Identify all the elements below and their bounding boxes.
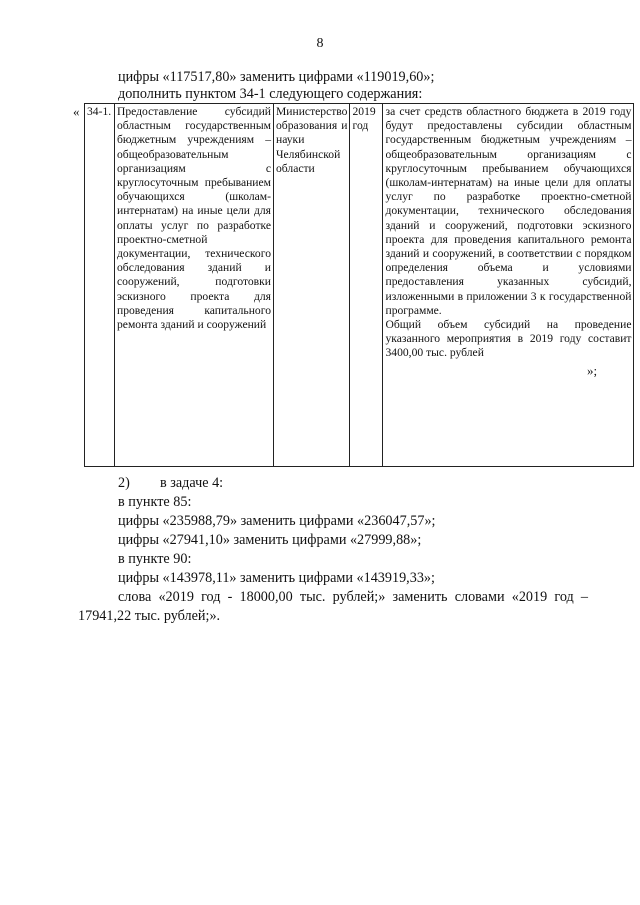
amendment-table bbox=[84, 103, 634, 467]
intro-line-2: дополнить пунктом 34-1 следующего содержания: bbox=[118, 86, 423, 102]
intro-line-1: цифры «117517,80» заменить цифрами «119019,60»; bbox=[118, 69, 435, 85]
point-85-heading: в пункте 85: bbox=[118, 494, 192, 510]
point-90-change-1: цифры «143978,11» заменить цифрами «143919,33»; bbox=[118, 570, 435, 586]
description-paragraph-1: за счет средств областного бюджета в 2019 году будут предоставлены субсидии областным государственным бюджетным учреждениям – общеобразовательным организациям с круглосуточным пребыванием обучающихся (школам-интернатам) на иные цели для оплаты услуг по разработке проектно-сметной документации, технического обследования зданий и сооружений, подготовки эскизного проекта для проведения капитального ремонта зданий и сооружений, в соответствии с порядком определения объема и условиями предоставления указанных субсидий, изложенными в приложении 3 к государственной программе. bbox=[385, 105, 632, 317]
closing-quote: »; bbox=[587, 363, 598, 378]
point-85-change-2: цифры «27941,10» заменить цифрами «27999,88»; bbox=[118, 532, 422, 548]
table-row bbox=[85, 104, 634, 467]
page-number: 8 bbox=[316, 36, 324, 51]
executor-cell: Министерство образования и науки Челябинской области bbox=[274, 104, 350, 467]
description-cell bbox=[383, 104, 634, 467]
point-90-change-2-cont: 17941,22 тыс. рублей;». bbox=[78, 608, 221, 624]
item-name-cell: Предоставление субсидий областным государственным бюджетным учреждениям – общеобразовательным организациям с круглосуточным пребыванием обучающихся (школам-интернатам) на иные цели для оплаты услуг по разработке проектно-сметной документации, технического обследования зданий и сооружений, подготовки эскизного проекта для проведения капитального ремонта зданий и сооружений bbox=[115, 104, 274, 467]
point-90-change-2: слова «2019 год - 18000,00 тыс. рублей;» заменить словами «2019 год – bbox=[118, 589, 588, 605]
item-number-cell: 34-1. bbox=[85, 104, 115, 467]
point-85-change-1: цифры «235988,79» заменить цифрами «236047,57»; bbox=[118, 513, 436, 529]
point-90-heading: в пункте 90: bbox=[118, 551, 192, 567]
item-2-text: в задаче 4: bbox=[160, 475, 224, 491]
item-2-number: 2) bbox=[118, 475, 130, 491]
opening-quote: « bbox=[73, 104, 80, 119]
year-cell: 2019 год bbox=[350, 104, 383, 467]
description-paragraph-2: Общий объем субсидий на проведение указанного мероприятия в 2019 году составит 3400,00 тыс. рублей bbox=[385, 318, 632, 360]
